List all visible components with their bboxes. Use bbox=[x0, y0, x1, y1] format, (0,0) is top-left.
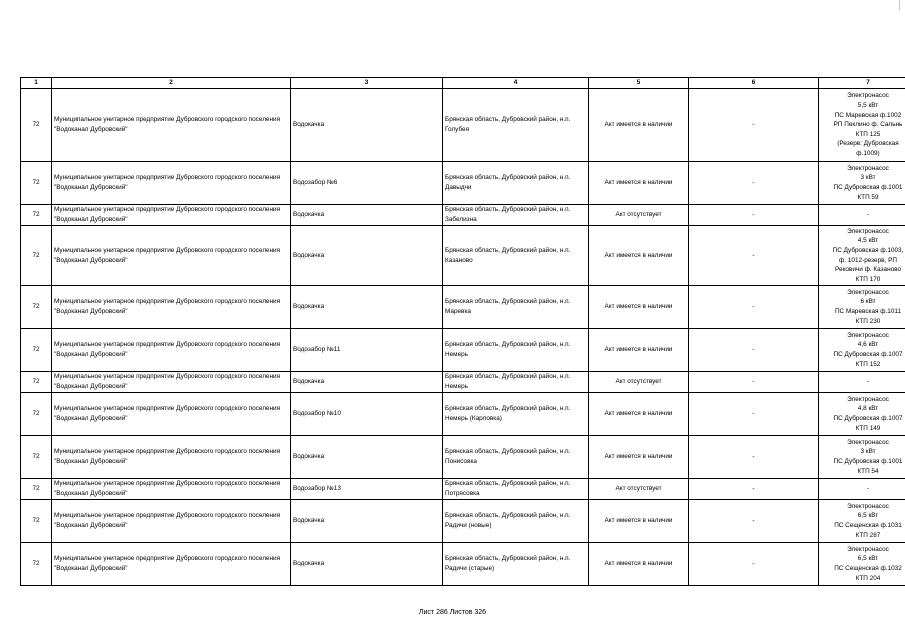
table-row bbox=[21, 226, 905, 286]
object-cell: Водокачка bbox=[291, 372, 443, 393]
organization-cell: Муниципальное унитарное предприятие Дубровского городского поселения "Водоканал Дубровский" bbox=[52, 436, 291, 479]
row-number: 72 bbox=[21, 286, 52, 329]
row-number: 72 bbox=[21, 372, 52, 393]
address-cell: Брянская область, Дубровский район, н.п. Радичи (новые) bbox=[443, 500, 589, 543]
organization-cell: Муниципальное унитарное предприятие Дубровского городского поселения "Водоканал Дубровский" bbox=[52, 286, 291, 329]
act-status-cell: Акт имеется в наличии bbox=[589, 89, 689, 162]
column6-cell: - bbox=[689, 286, 819, 329]
column6-cell: - bbox=[689, 436, 819, 479]
register-table bbox=[20, 77, 905, 586]
object-cell: Водокачка bbox=[291, 500, 443, 543]
column-header: 7 bbox=[819, 78, 905, 89]
act-status-cell: Акт имеется в наличии bbox=[589, 500, 689, 543]
table-row bbox=[21, 393, 905, 436]
column-header: 5 bbox=[589, 78, 689, 89]
row-number: 72 bbox=[21, 500, 52, 543]
table-row bbox=[21, 479, 905, 500]
column6-cell: - bbox=[689, 393, 819, 436]
act-status-cell: Акт имеется в наличии bbox=[589, 162, 689, 205]
scan-edge-mark bbox=[899, 0, 900, 10]
table-row bbox=[21, 205, 905, 226]
organization-cell: Муниципальное унитарное предприятие Дубровского городского поселения "Водоканал Дубровский" bbox=[52, 479, 291, 500]
table-row bbox=[21, 286, 905, 329]
object-cell: Водозабор №6 bbox=[291, 162, 443, 205]
row-number: 72 bbox=[21, 393, 52, 436]
row-number: 72 bbox=[21, 226, 52, 286]
column6-cell: - bbox=[689, 329, 819, 372]
address-cell: Брянская область, Дубровский район, н.п. Давыдчи bbox=[443, 162, 589, 205]
equipment-cell: Электронасос 5,5 кВт ПС Маревская ф.1002 РП Пеклино ф. Сальнь КТП 125 (Резерв: Дубровская ф.1009) bbox=[819, 89, 905, 162]
column6-cell: - bbox=[689, 479, 819, 500]
equipment-cell: Электронасос 6,5 кВт ПС Сещенская ф.1032 КТП 204 bbox=[819, 543, 905, 586]
equipment-cell: - bbox=[819, 479, 905, 500]
table-header-row bbox=[21, 78, 905, 89]
column-header: 6 bbox=[689, 78, 819, 89]
object-cell: Водокачка bbox=[291, 226, 443, 286]
equipment-cell: - bbox=[819, 205, 905, 226]
row-number: 72 bbox=[21, 329, 52, 372]
address-cell: Брянская область, Дубровский район, н.п. Немерь bbox=[443, 372, 589, 393]
table-row bbox=[21, 436, 905, 479]
object-cell: Водокачка bbox=[291, 89, 443, 162]
act-status-cell: Акт имеется в наличии bbox=[589, 329, 689, 372]
object-cell: Водозабор №13 bbox=[291, 479, 443, 500]
address-cell: Брянская область, Дубровский район, н.п. Голубея bbox=[443, 89, 589, 162]
address-cell: Брянская область, Дубровский район, н.п. Радичи (старые) bbox=[443, 543, 589, 586]
table-row bbox=[21, 543, 905, 586]
act-status-cell: Акт отсутствует bbox=[589, 372, 689, 393]
row-number: 72 bbox=[21, 205, 52, 226]
address-cell: Брянская область, Дубровский район, н.п. Забелизна bbox=[443, 205, 589, 226]
address-cell: Брянская область, Дубровский район, н.п. Понисовка bbox=[443, 436, 589, 479]
row-number: 72 bbox=[21, 162, 52, 205]
act-status-cell: Акт отсутствует bbox=[589, 479, 689, 500]
equipment-cell: Электронасос 4,5 кВт ПС Дубровская ф.1003, ф. 1012-резерв, РП Рековичи ф. Казаново КТП 170 bbox=[819, 226, 905, 286]
row-number: 72 bbox=[21, 543, 52, 586]
act-status-cell: Акт имеется в наличии bbox=[589, 286, 689, 329]
object-cell: Водокачка bbox=[291, 205, 443, 226]
equipment-cell: Электронасос 4,8 кВт ПС Дубровская ф.1007 КТП 149 bbox=[819, 393, 905, 436]
table-row bbox=[21, 162, 905, 205]
table-row bbox=[21, 372, 905, 393]
column6-cell: - bbox=[689, 89, 819, 162]
table-row bbox=[21, 329, 905, 372]
object-cell: Водокачка bbox=[291, 543, 443, 586]
equipment-cell: Электронасос 6 кВт ПС Маревская ф.1011 КТП 230 bbox=[819, 286, 905, 329]
row-number: 72 bbox=[21, 89, 52, 162]
column-header: 1 bbox=[21, 78, 52, 89]
address-cell: Брянская область, Дубровский район, н.п. Маревка bbox=[443, 286, 589, 329]
object-cell: Водокачка bbox=[291, 436, 443, 479]
act-status-cell: Акт имеется в наличии bbox=[589, 226, 689, 286]
equipment-cell: Электронасос 3 кВт ПС Дубровская ф.1001 КТП 54 bbox=[819, 436, 905, 479]
act-status-cell: Акт имеется в наличии bbox=[589, 543, 689, 586]
object-cell: Водозабор №10 bbox=[291, 393, 443, 436]
act-status-cell: Акт отсутствует bbox=[589, 205, 689, 226]
organization-cell: Муниципальное унитарное предприятие Дубровского городского поселения "Водоканал Дубровский" bbox=[52, 372, 291, 393]
organization-cell: Муниципальное унитарное предприятие Дубровского городского поселения "Водоканал Дубровский" bbox=[52, 500, 291, 543]
table-row bbox=[21, 500, 905, 543]
equipment-cell: Электронасос 4,6 кВт ПС Дубровская ф.1007 КТП 152 bbox=[819, 329, 905, 372]
object-cell: Водокачка bbox=[291, 286, 443, 329]
row-number: 72 bbox=[21, 479, 52, 500]
column6-cell: - bbox=[689, 543, 819, 586]
object-cell: Водозабор №11 bbox=[291, 329, 443, 372]
organization-cell: Муниципальное унитарное предприятие Дубровского городского поселения "Водоканал Дубровский" bbox=[52, 543, 291, 586]
column-header: 2 bbox=[52, 78, 291, 89]
column-header: 4 bbox=[443, 78, 589, 89]
act-status-cell: Акт имеется в наличии bbox=[589, 393, 689, 436]
equipment-cell: - bbox=[819, 372, 905, 393]
column6-cell: - bbox=[689, 162, 819, 205]
column6-cell: - bbox=[689, 500, 819, 543]
address-cell: Брянская область, Дубровский район, н.п. Казаново bbox=[443, 226, 589, 286]
act-status-cell: Акт имеется в наличии bbox=[589, 436, 689, 479]
column6-cell: - bbox=[689, 372, 819, 393]
address-cell: Брянская область, Дубровский район, н.п. Немерь bbox=[443, 329, 589, 372]
equipment-cell: Электронасос 3 кВт ПС Дубровская ф.1001 КТП 59 bbox=[819, 162, 905, 205]
address-cell: Брянская область, Дубровский район, н.п. Немерь (Карловка) bbox=[443, 393, 589, 436]
table-row bbox=[21, 89, 905, 162]
column6-cell: - bbox=[689, 205, 819, 226]
column-header: 3 bbox=[291, 78, 443, 89]
equipment-cell: Электронасос 6,5 кВт ПС Сещенская ф.1031 КТП 287 bbox=[819, 500, 905, 543]
column6-cell: - bbox=[689, 226, 819, 286]
organization-cell: Муниципальное унитарное предприятие Дубровского городского поселения "Водоканал Дубровский" bbox=[52, 226, 291, 286]
page-footer: Лист 286 Листов 326 bbox=[418, 609, 487, 616]
organization-cell: Муниципальное унитарное предприятие Дубровского городского поселения "Водоканал Дубровский" bbox=[52, 205, 291, 226]
row-number: 72 bbox=[21, 436, 52, 479]
organization-cell: Муниципальное унитарное предприятие Дубровского городского поселения "Водоканал Дубровский" bbox=[52, 162, 291, 205]
organization-cell: Муниципальное унитарное предприятие Дубровского городского поселения "Водоканал Дубровский" bbox=[52, 393, 291, 436]
organization-cell: Муниципальное унитарное предприятие Дубровского городского поселения "Водоканал Дубровский" bbox=[52, 89, 291, 162]
address-cell: Брянская область, Дубровский район, н.п. Потрясовка bbox=[443, 479, 589, 500]
organization-cell: Муниципальное унитарное предприятие Дубровского городского поселения "Водоканал Дубровский" bbox=[52, 329, 291, 372]
